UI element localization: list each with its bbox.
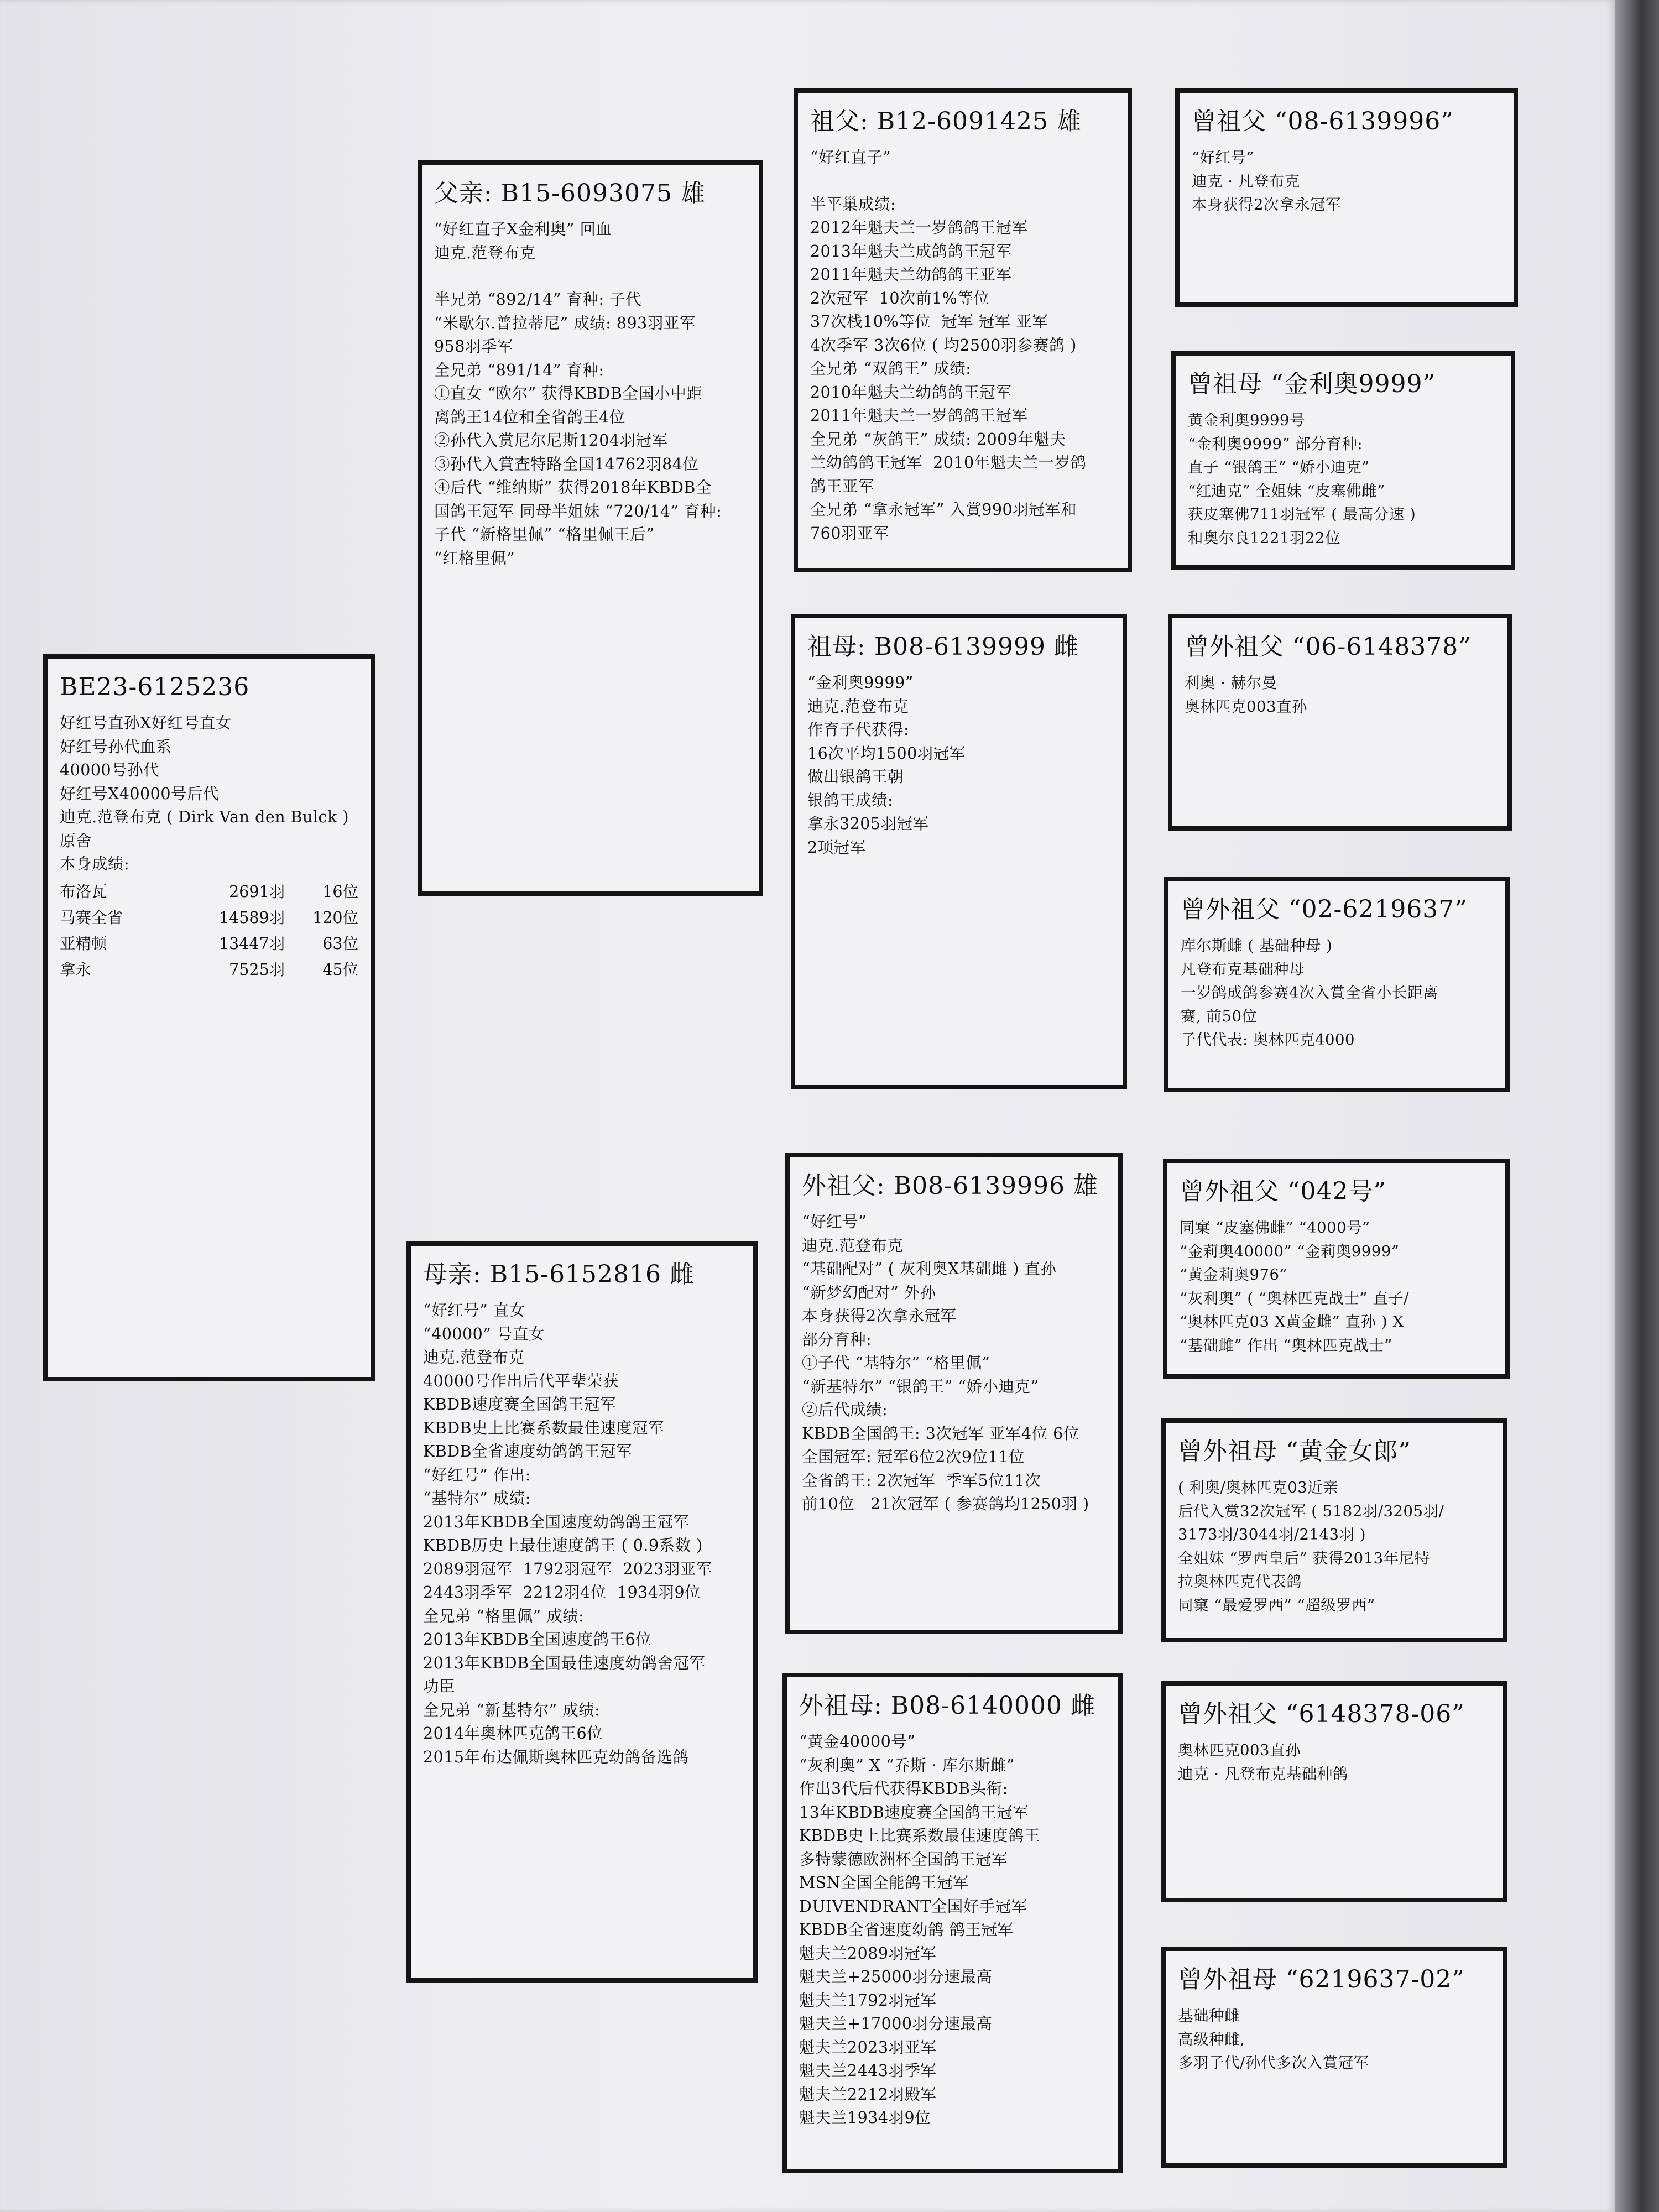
- text-line: 直子 “银鸽王” “娇小迪克”: [1188, 458, 1370, 476]
- gg4-lines: [1181, 934, 1493, 1052]
- text-line: KBDB史上比赛系数最佳速度鸽王: [799, 1827, 1041, 1845]
- text-line: 40000号孙代: [60, 761, 160, 779]
- text-line: “好红号” 作出:: [423, 1465, 531, 1484]
- text-line: 本身获得2次拿永冠军: [1192, 196, 1341, 213]
- text-line: 全姐妹 “罗西皇后” 获得2013年尼特: [1178, 1549, 1430, 1567]
- mother-lines: [423, 1299, 741, 1769]
- text-line: 全兄弟 “拿永冠军” 入賞990羽冠军和: [810, 500, 1077, 519]
- father-lines: [434, 218, 747, 570]
- text-line: “好红直子”: [810, 148, 891, 166]
- father-card: [418, 160, 763, 896]
- maternal-great-grandfather-card-3: [1163, 1159, 1510, 1379]
- text-line: 功臣: [423, 1677, 456, 1695]
- text-line: 魁夫兰1792羽冠军: [799, 1991, 937, 2010]
- mother-card: [406, 1241, 758, 1983]
- text-line: 魁夫兰+25000羽分速最高: [799, 1968, 993, 1986]
- gg7-title: 曾外祖父 “6148378-06”: [1178, 1700, 1465, 1728]
- subject-lines: [60, 712, 358, 877]
- paternal-grandmother-card: [791, 614, 1127, 1089]
- text-line: “黄金40000号”: [799, 1733, 916, 1751]
- great-grandmother-card: [1171, 351, 1515, 570]
- maternal-grandfather-lines: [802, 1211, 1106, 1516]
- text-line: 基础种雌: [1178, 2007, 1240, 2025]
- text-line: “基特尔” 成绩:: [423, 1489, 531, 1507]
- gg2-lines: [1188, 409, 1499, 550]
- text-line: 2011年魁夫兰幼鸽鸽王亚军: [810, 265, 1012, 284]
- text-line: 好红号X40000号后代: [60, 784, 219, 803]
- maternal-grandfather-card: [785, 1153, 1123, 1634]
- text-line: 子代 “新格里佩” “格里佩王后”: [434, 525, 655, 544]
- text-line: ②孙代入赏尼尔尼斯1204羽冠军: [434, 431, 668, 450]
- great-grandfather-card: [1175, 88, 1518, 307]
- text-line: 2011年魁夫兰一岁鸽鸽王冠军: [810, 406, 1028, 425]
- text-line: “金莉奥40000” “金莉奥9999”: [1180, 1242, 1400, 1260]
- maternal-grandfather-title: 外祖父: B08-6139996 雄: [802, 1172, 1098, 1200]
- text-line: 全兄弟 “新基特尔” 成绩:: [423, 1700, 601, 1719]
- text-line: “好红号”: [1192, 149, 1255, 166]
- maternal-great-grandmother-card-2: [1161, 1947, 1507, 2168]
- gg7-lines: [1178, 1739, 1490, 1786]
- text-line: 迪克.范登布克: [423, 1348, 525, 1366]
- text-line: 前10位 21次冠军 ( 参赛鸽均1250羽 ): [802, 1495, 1089, 1513]
- text-line: 2015年布达佩斯奥林匹克幼鸽备选鸽: [423, 1747, 689, 1766]
- gg4-title: 曾外祖父 “02-6219637”: [1181, 895, 1468, 924]
- maternal-great-grandmother-card-1: [1161, 1418, 1507, 1642]
- paternal-grandmother-title: 祖母: B08-6139999 雌: [807, 633, 1079, 661]
- gg8-title: 曾外祖母 “6219637-02”: [1178, 1965, 1465, 1994]
- text-line: “好红号” 直女: [423, 1301, 525, 1319]
- text-line: ④后代 “维纳斯” 获得2018年KBDB全: [434, 478, 712, 497]
- text-line: 库尔斯雌 ( 基础种母 ): [1181, 937, 1333, 954]
- text-line: “金利奥9999”: [807, 674, 914, 692]
- text-line: ②后代成绩:: [802, 1401, 888, 1419]
- text-line: 部分育种:: [802, 1330, 872, 1349]
- text-line: “好红号”: [802, 1213, 867, 1231]
- text-line: “新梦幻配对” 外孙: [802, 1283, 936, 1302]
- father-title: 父亲: B15-6093075 雄: [434, 179, 706, 207]
- result-row: 拿永 7525羽 45位: [60, 960, 358, 979]
- text-line: 魁夫兰2023羽亚军: [799, 2038, 937, 2057]
- text-line: 子代代表: 奥林匹克4000: [1181, 1031, 1355, 1048]
- text-line: 全兄弟 “891/14” 育种:: [434, 361, 604, 379]
- maternal-grandmother-lines: [799, 1730, 1106, 2130]
- text-line: 多特蒙德欧洲杯全国鸽王冠军: [799, 1850, 1008, 1869]
- gg5-lines: [1180, 1216, 1493, 1357]
- text-line: 迪克 · 凡登布克: [1192, 172, 1300, 190]
- text-line: ①直女 “欧尔” 获得KBDB全国小中距: [434, 384, 703, 403]
- text-line: 760羽亚军: [810, 524, 889, 542]
- text-line: 迪克.范登布克 ( Dirk Van den Bulck ): [60, 808, 349, 826]
- text-line: ( 利奥/奥林匹克03近亲: [1178, 1479, 1339, 1496]
- text-line: KBDB全省速度幼鸽 鸽王冠军: [799, 1921, 1014, 1939]
- text-line: 2013年魁夫兰成鸽鸽王冠军: [810, 242, 1012, 260]
- text-line: “奥林匹克03 X黄金雌” 直孙 ) X: [1180, 1313, 1404, 1331]
- text-line: 魁夫兰2443羽季军: [799, 2062, 937, 2080]
- text-line: “基础配对” ( 灰利奥X基础雌 ) 直孙: [802, 1260, 1057, 1278]
- text-line: 离鸽王14位和全省鸽王4位: [434, 408, 625, 426]
- text-line: 2012年魁夫兰一岁鸽鸽王冠军: [810, 218, 1028, 237]
- text-line: 一岁鸽成鸽参赛4次入賞全省小长距离: [1181, 984, 1438, 1001]
- gg1-title: 曾祖父 “08-6139996”: [1192, 107, 1454, 135]
- text-line: KBDB历史上最佳速度鸽王 ( 0.9系数 ): [423, 1536, 703, 1554]
- text-line: KBDB史上比赛系数最佳速度冠军: [423, 1418, 665, 1437]
- text-line: 2013年KBDB全国速度幼鸽鸽王冠军: [423, 1512, 690, 1531]
- text-line: 迪克 · 凡登布克基础种鸽: [1178, 1765, 1348, 1783]
- text-line: 40000号作出后代平辈荣获: [423, 1371, 619, 1390]
- text-line: 同窠 “皮塞佛雌” “4000号”: [1180, 1219, 1370, 1237]
- text-line: 4次季军 3次6位 ( 均2500羽参赛鸽 ): [810, 336, 1077, 354]
- text-line: “红迪克” 全姐妹 “皮塞佛雌”: [1188, 482, 1385, 500]
- text-line: 全省鸽王: 2次冠军 季军5位11次: [802, 1471, 1041, 1490]
- text-line: 迪克.范登布克: [807, 697, 909, 716]
- text-line: “基础雌” 作出 “奥林匹克战士”: [1180, 1336, 1392, 1354]
- text-line: 鸽王亚军: [810, 477, 875, 495]
- text-line: 原舍: [60, 831, 92, 850]
- gg6-title: 曾外祖母 “黄金女郎”: [1178, 1437, 1411, 1465]
- text-line: 2443羽季军 2212羽4位 1934羽9位: [423, 1583, 701, 1601]
- text-line: 作育子代获得:: [807, 721, 910, 739]
- mother-title: 母亲: B15-6152816 雌: [423, 1260, 695, 1288]
- text-line: “红格里佩”: [434, 549, 515, 567]
- gg5-title: 曾外祖父 “042号”: [1180, 1177, 1386, 1206]
- spacer: [810, 170, 1115, 193]
- paternal-grandfather-lines: [810, 146, 1115, 545]
- text-line: 2项冠军: [807, 838, 866, 857]
- maternal-grandmother-card: [782, 1673, 1123, 2173]
- text-line: 16次平均1500羽冠军: [807, 744, 966, 763]
- text-line: 后代入赏32次冠军 ( 5182羽/3205羽/: [1178, 1502, 1444, 1520]
- text-line: KBDB速度赛全国鸽王冠军: [423, 1395, 617, 1413]
- text-line: 魁夫兰+17000羽分速最高: [799, 2015, 993, 2033]
- text-line: 拿永3205羽冠军: [807, 815, 929, 833]
- text-line: 全兄弟 “格里佩” 成绩:: [423, 1606, 585, 1625]
- gg3-title: 曾外祖父 “06-6148378”: [1185, 633, 1472, 661]
- maternal-great-grandfather-card-4: [1161, 1681, 1507, 1902]
- text-line: 3173羽/3044羽/2143羽 ): [1178, 1526, 1366, 1543]
- subject-card: [43, 654, 375, 1381]
- text-line: “灰利奥” X “乔斯 · 库尔斯雌”: [799, 1756, 1015, 1775]
- text-line: “米歇尔.普拉蒂尼” 成绩: 893羽亚军: [434, 314, 696, 332]
- text-line: 银鸽王成绩:: [807, 791, 894, 810]
- result-row: 布洛瓦 2691羽 16位: [60, 882, 358, 901]
- paternal-grandfather-title: 祖父: B12-6091425 雄: [810, 107, 1082, 135]
- text-line: 奥林匹克003直孙: [1185, 697, 1307, 716]
- text-line: 好红号孙代血系: [60, 737, 173, 756]
- result-row: 亚精顿 13447羽 63位: [60, 934, 358, 953]
- spacer: [434, 265, 747, 288]
- text-line: 凡登布克基础种母: [1181, 960, 1305, 978]
- text-line: 好红号直孙X好红号直女: [60, 714, 232, 732]
- text-line: 迪克.范登布克: [802, 1236, 904, 1255]
- text-line: 半平巢成绩:: [810, 195, 896, 213]
- text-line: 13年KBDB速度赛全国鸽王冠军: [799, 1803, 1029, 1822]
- text-line: 全兄弟 “双鸽王” 成绩:: [810, 359, 972, 378]
- text-line: ③孙代入賞查特路全国14762羽84位: [434, 455, 699, 473]
- text-line: 本身成绩:: [60, 855, 130, 873]
- text-line: 迪克.范登布克: [434, 243, 536, 262]
- text-line: 黄金利奥9999号: [1188, 411, 1305, 429]
- text-line: 作出3代后代获得KBDB头衔:: [799, 1780, 1008, 1798]
- maternal-great-grandfather-card-2: [1164, 877, 1510, 1092]
- text-line: ①子代 “基特尔” “格里佩”: [802, 1354, 990, 1372]
- text-line: 多羽子代/孙代多次入賞冠军: [1178, 2054, 1369, 2072]
- text-line: 2013年KBDB全国最佳速度幼鸽舍冠军: [423, 1653, 706, 1672]
- text-line: 2089羽冠军 1792羽冠军 2023羽亚军: [423, 1559, 712, 1578]
- text-line: 958羽季军: [434, 337, 513, 356]
- gg2-title: 曾祖母 “金利奥9999”: [1188, 370, 1436, 398]
- text-line: 和奥尔良1221羽22位: [1188, 529, 1340, 547]
- text-line: 利奥 · 赫尔曼: [1185, 674, 1277, 692]
- text-line: “40000” 号直女: [423, 1324, 545, 1343]
- text-line: 2014年奥林匹克鸽王6位: [423, 1724, 603, 1743]
- maternal-great-grandfather-card-1: [1168, 614, 1512, 831]
- text-line: 魁夫兰1934羽9位: [799, 2109, 931, 2127]
- gg8-lines: [1178, 2004, 1490, 2075]
- paternal-grandmother-lines: [807, 671, 1110, 859]
- text-line: “金利奥9999” 部分育种:: [1188, 435, 1363, 453]
- text-line: MSN全国全能鸽王冠军: [799, 1874, 969, 1892]
- text-line: 半兄弟 “892/14” 育种: 子代: [434, 290, 642, 309]
- text-line: 魁夫兰2089羽冠军: [799, 1944, 937, 1963]
- text-line: 2013年KBDB全国速度鸽王6位: [423, 1630, 652, 1648]
- text-line: 高级种雌,: [1178, 2030, 1245, 2048]
- subject-results: [60, 879, 358, 983]
- text-line: 2010年魁夫兰幼鸽鸽王冠军: [810, 383, 1012, 401]
- text-line: KBDB全省速度幼鸽鸽王冠军: [423, 1442, 633, 1460]
- text-line: 国鸽王冠军 同母半姐妹 “720/14” 育种:: [434, 502, 722, 520]
- paternal-grandfather-card: [794, 88, 1132, 572]
- text-line: KBDB全国鸽王: 3次冠军 亚军4位 6位: [802, 1424, 1079, 1443]
- text-line: 魁夫兰2212羽殿军: [799, 2085, 937, 2104]
- text-line: 2次冠军 10次前1%等位: [810, 289, 990, 307]
- board-edge: [1615, 0, 1659, 2212]
- text-line: 37次栈10%等位 冠军 冠军 亚军: [810, 312, 1048, 331]
- text-line: “好红直子X金利奥” 回血: [434, 220, 612, 238]
- text-line: 兰幼鸽鸽王冠军 2010年魁夫兰一岁鸽: [810, 453, 1087, 472]
- text-line: 本身获得2次拿永冠军: [802, 1307, 957, 1325]
- maternal-grandmother-title: 外祖母: B08-6140000 雌: [799, 1692, 1095, 1720]
- text-line: DUIVENDRANT全国好手冠军: [799, 1897, 1027, 1916]
- text-line: 同窠 “最爱罗西” “超级罗西”: [1178, 1596, 1375, 1614]
- text-line: “黄金莉奥976”: [1180, 1266, 1288, 1284]
- text-line: “新基特尔” “银鸽王” “娇小迪克”: [802, 1377, 1039, 1396]
- text-line: 全国冠军: 冠军6位2次9位11位: [802, 1448, 1025, 1466]
- gg6-lines: [1178, 1476, 1490, 1617]
- text-line: 获皮塞佛711羽冠军 ( 最高分速 ): [1188, 505, 1416, 523]
- text-line: 赛, 前50位: [1181, 1007, 1258, 1025]
- text-line: “灰利奥” ( “奥林匹克战士” 直子/: [1180, 1289, 1409, 1307]
- result-row: 马赛全省 14589羽 120位: [60, 908, 358, 927]
- gg3-lines: [1185, 671, 1495, 718]
- text-line: 奥林匹克003直孙: [1178, 1741, 1301, 1759]
- gg1-lines: [1192, 146, 1501, 217]
- text-line: 做出银鸽王朝: [807, 768, 904, 786]
- subject-ring: BE23-6125236: [60, 673, 250, 701]
- text-line: 拉奥林匹克代表鸽: [1178, 1573, 1302, 1590]
- text-line: 全兄弟 “灰鸽王” 成绩: 2009年魁夫: [810, 430, 1066, 448]
